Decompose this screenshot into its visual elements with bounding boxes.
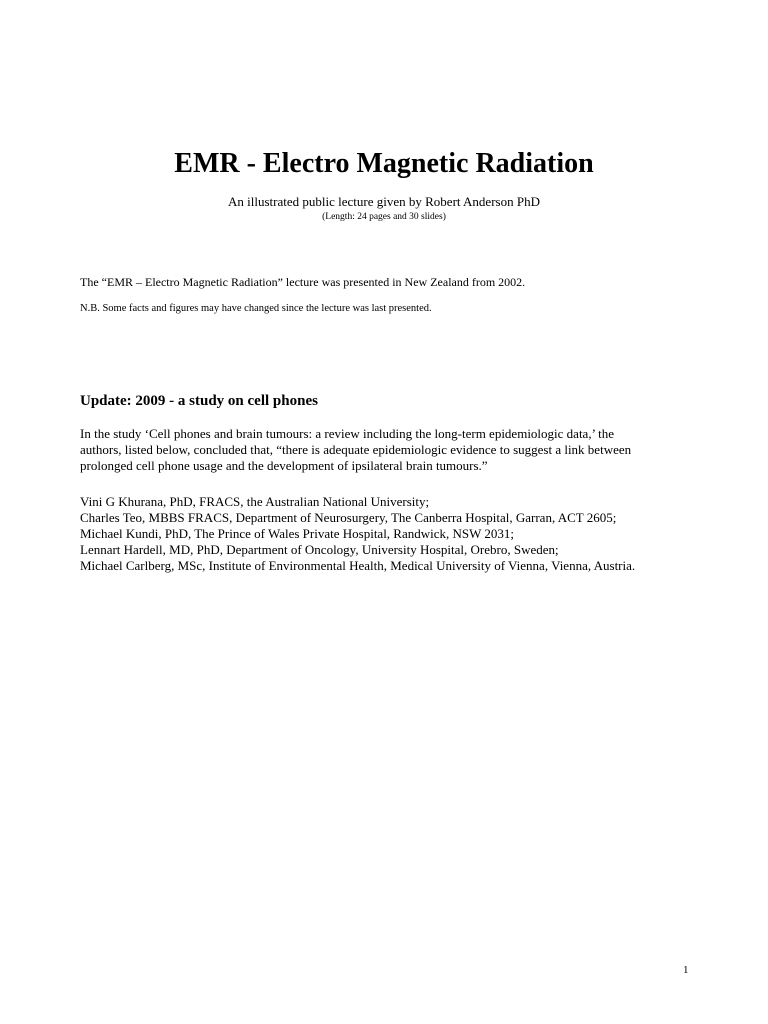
document-subtitle: An illustrated public lecture given by Robert Anderson PhD (228, 194, 540, 209)
update-heading: Update: 2009 - a study on cell phones (80, 393, 318, 409)
study-paragraph (80, 426, 700, 474)
author-entry: Vini G Khurana, PhD, FRACS, the Australian National University; (80, 494, 430, 509)
author-entry: Lennart Hardell, MD, PhD, Department of Oncology, University Hospital, Orebro, Sweden; (80, 542, 559, 557)
study-line: authors, listed below, concluded that, “there is adequate epidemiologic evidence to suggest a link between (80, 442, 632, 457)
page-number: 1 (683, 964, 689, 976)
author-entry: Charles Teo, MBBS FRACS, Department of Neurosurgery, The Canberra Hospital, Garran, ACT 2605; (80, 510, 617, 525)
length-note: (Length: 24 pages and 30 slides) (322, 212, 446, 222)
study-line: prolonged cell phone usage and the development of ipsilateral brain tumours.” (80, 458, 488, 473)
intro-paragraph: The “EMR – Electro Magnetic Radiation” lecture was presented in New Zealand from 2002. (80, 275, 526, 289)
study-line: In the study ‘Cell phones and brain tumours: a review including the long-term epidemiologic data,’ the (80, 426, 615, 441)
author-entry: Michael Carlberg, MSc, Institute of Environmental Health, Medical University of Vienna, Vienna, Austria. (80, 558, 636, 573)
document-title: EMR - Electro Magnetic Radiation (174, 148, 594, 179)
nb-note: N.B. Some facts and figures may have changed since the lecture was last presented. (80, 303, 432, 314)
author-entry: Michael Kundi, PhD, The Prince of Wales Private Hospital, Randwick, NSW 2031; (80, 526, 515, 541)
authors-list (80, 494, 720, 574)
